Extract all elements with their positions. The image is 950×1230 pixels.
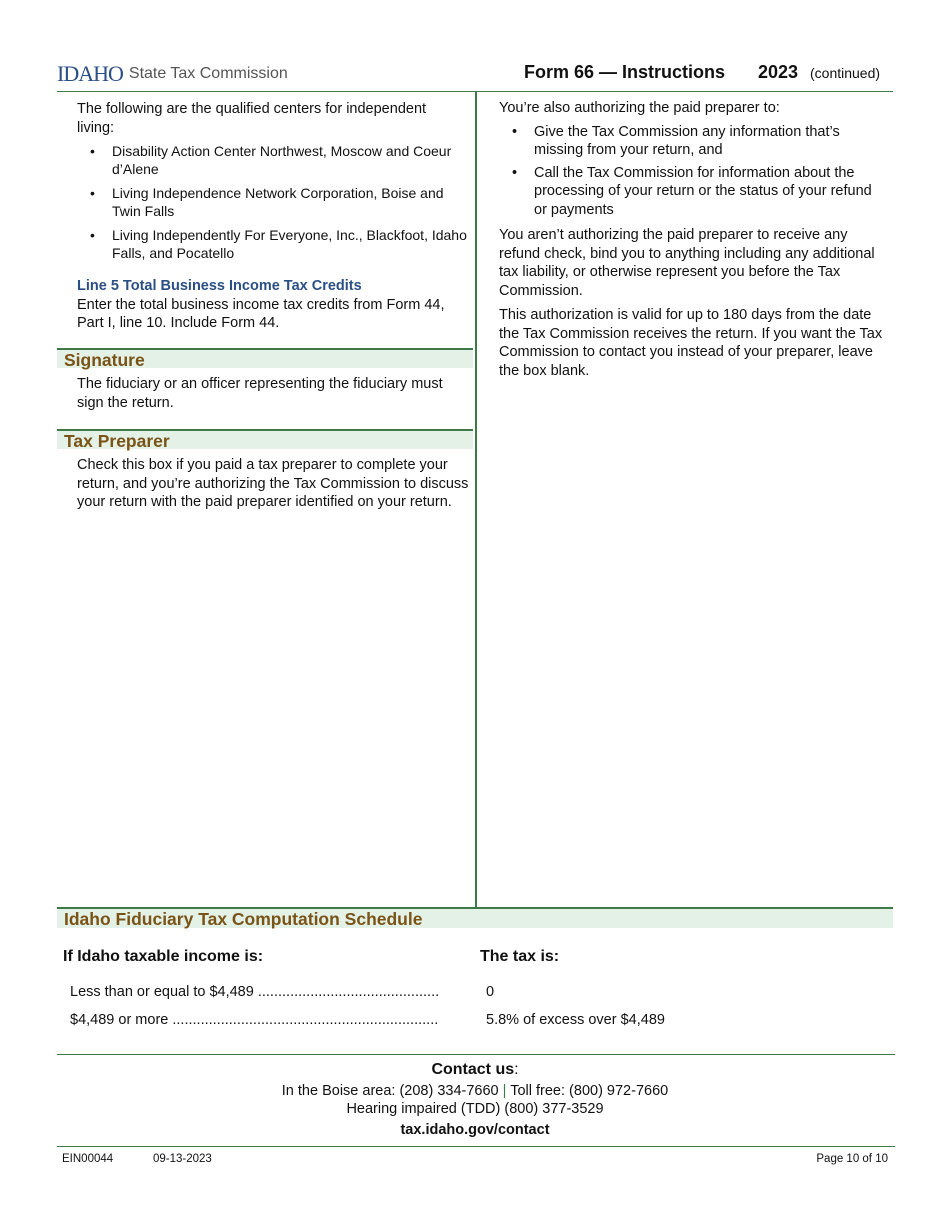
table-row-income: Less than or equal to $4,489 .............................................	[70, 984, 440, 1000]
income-column-header: If Idaho taxable income is:	[63, 948, 264, 965]
table-row-tax: 0	[486, 984, 495, 1000]
authorization-intro: You’re also authorizing the paid preparer to:	[499, 100, 780, 116]
list-item: • Give the Tax Commission any information that’s missing from your return, and	[534, 123, 887, 160]
tollfree-phone: Toll free: (800) 972-7660	[510, 1083, 669, 1099]
revision-date: 09-13-2023	[153, 1153, 212, 1165]
centers-list	[112, 142, 467, 262]
list-item: • Call the Tax Commission for information about the processing of your return or the status of your refund or payments	[534, 164, 887, 220]
schedule-heading: Idaho Fiduciary Tax Computation Schedule	[57, 907, 893, 928]
idaho-logo-mark: IDAHO	[57, 61, 123, 86]
form-year: 2023	[758, 62, 799, 82]
page-number: Page 10 of 10	[816, 1153, 888, 1165]
contact-colon: :	[514, 1061, 519, 1078]
line5-heading: Line 5 Total Business Income Tax Credits	[77, 278, 362, 294]
contact-url[interactable]: tax.idaho.gov/contact	[400, 1122, 550, 1138]
authorization-limits: You aren’t authorizing the paid preparer to receive any refund check, bind you to anything including any additional tax liability, or otherwise represent you before the Tax Commission.	[499, 227, 875, 299]
agency-name: State Tax Commission	[128, 65, 288, 82]
list-item: • Living Independence Network Corporation, Boise and Twin Falls	[112, 184, 467, 220]
tax-preparer-text: Check this box if you paid a tax preparer to complete your return, and you’re authorizing the Tax Commission to discuss your return with the paid preparer identified on your return.	[77, 457, 469, 510]
contact-top-rule	[57, 1054, 895, 1055]
contact-phones	[57, 1083, 893, 1099]
agency-logo	[57, 62, 288, 86]
table-row-income: $4,489 or more ..................................................................	[70, 1012, 439, 1028]
form-title: Form 66 — Instructions	[524, 62, 726, 82]
phone-separator: |	[502, 1083, 507, 1099]
boise-phone: In the Boise area: (208) 334-7660	[281, 1083, 499, 1099]
contact-label: Contact us	[431, 1061, 515, 1078]
authorization-validity: This authorization is valid for up to 180 days from the date the Tax Commission receives the return. If you want the Tax Commission to contact you instead of your preparer, leave the box blank.	[499, 307, 883, 379]
signature-text: The fiduciary or an officer representing the fiduciary must sign the return.	[77, 376, 443, 411]
footer-rule	[57, 1146, 895, 1147]
list-item: • Disability Action Center Northwest, Moscow and Coeur d’Alene	[112, 142, 467, 178]
authorization-list	[534, 123, 887, 220]
form-code: EIN00044	[62, 1153, 114, 1165]
centers-section	[77, 100, 467, 333]
continued-label: (continued)	[810, 65, 881, 81]
tax-preparer-heading: Tax Preparer	[57, 429, 473, 449]
authorization-section	[499, 99, 887, 380]
column-divider	[475, 92, 477, 907]
tdd-phone: Hearing impaired (TDD) (800) 377-3529	[346, 1101, 604, 1117]
signature-heading: Signature	[57, 348, 473, 368]
centers-intro: The following are the qualified centers for independent living:	[77, 101, 427, 136]
contact-heading	[57, 1061, 893, 1079]
line5-text: Enter the total business income tax credits from Form 44, Part I, line 10. Include Form 44.	[77, 296, 445, 331]
table-row-tax: 5.8% of excess over $4,489	[486, 1012, 665, 1028]
tax-column-header: The tax is:	[480, 948, 560, 965]
list-item: • Living Independently For Everyone, Inc., Blackfoot, Idaho Falls, and Pocatello	[112, 226, 467, 262]
